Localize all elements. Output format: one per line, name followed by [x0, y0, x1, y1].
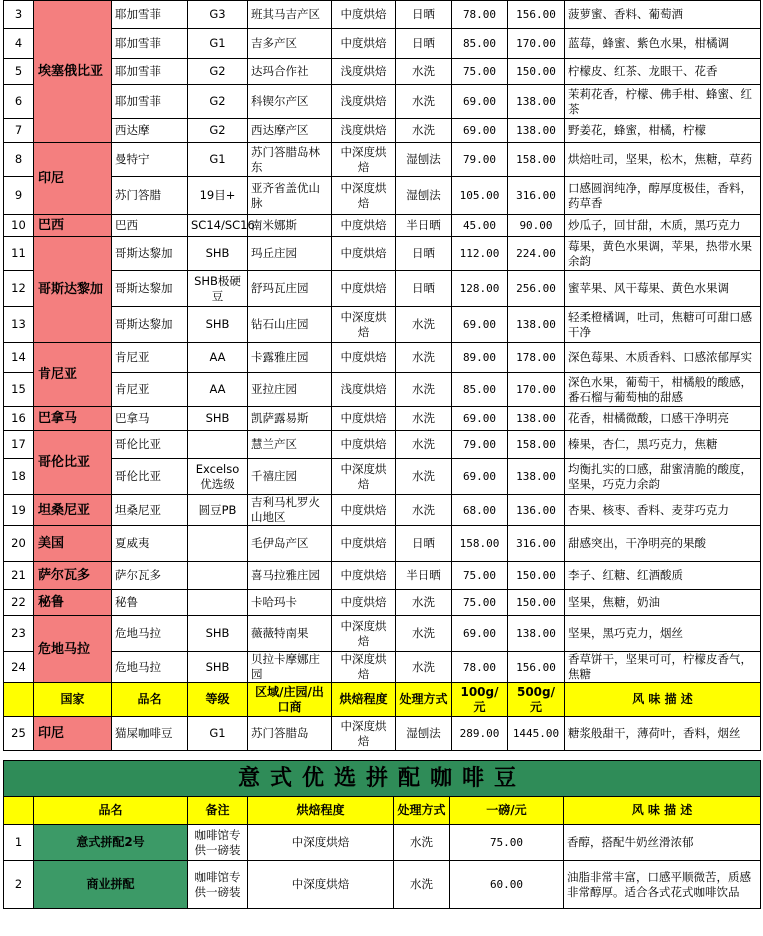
bean-grade: SC14/SC16: [188, 215, 248, 237]
coffee-row: [4, 271, 761, 307]
row-number: 11: [4, 237, 34, 271]
bean-name: 哥斯达黎加: [112, 271, 188, 307]
price-500g: 156.00: [508, 652, 565, 683]
coffee-row: [4, 431, 761, 459]
price-500g: 316.00: [508, 177, 565, 215]
row-number: 23: [4, 616, 34, 652]
roast-level: 中深度烘焙: [332, 459, 396, 495]
bean-region: 千禧庄园: [248, 459, 332, 495]
blend-process: 水洗: [394, 825, 450, 861]
price-500g: 178.00: [508, 343, 565, 373]
price-500g: 138.00: [508, 407, 565, 431]
bean-grade: G1: [188, 29, 248, 59]
price-100g: 85.00: [452, 373, 508, 407]
header-p100: 100g/元: [452, 683, 508, 717]
flavor-notes: 菠萝蜜、香料、葡萄酒: [565, 1, 761, 29]
price-500g: 138.00: [508, 459, 565, 495]
bean-name: 哥斯达黎加: [112, 237, 188, 271]
process-method: 日晒: [396, 1, 452, 29]
price-100g: 75.00: [452, 59, 508, 85]
roast-level: 中度烘焙: [332, 1, 396, 29]
price-500g: 138.00: [508, 307, 565, 343]
process-method: 日晒: [396, 271, 452, 307]
bean-name: 耶加雪菲: [112, 1, 188, 29]
bean-name: 耶加雪菲: [112, 85, 188, 119]
blend-header-no: [4, 797, 34, 825]
coffee-row: [4, 85, 761, 119]
process-method: 水洗: [396, 407, 452, 431]
flavor-notes: 茉莉花香，柠檬、佛手柑、蜂蜜、红茶: [565, 85, 761, 119]
roast-level: 中深度烘焙: [332, 616, 396, 652]
blend-no: 2: [4, 861, 34, 909]
blend-note: 咖啡馆专供一磅装: [188, 861, 248, 909]
country-cell: 埃塞俄比亚: [34, 1, 112, 143]
price-100g: 69.00: [452, 307, 508, 343]
row-number: 17: [4, 431, 34, 459]
flavor-notes: 轻柔橙橘调，吐司，焦糖可可甜口感干净: [565, 307, 761, 343]
bean-name: 危地马拉: [112, 652, 188, 683]
process-method: 湿刨法: [396, 143, 452, 177]
coffee-row: [4, 215, 761, 237]
price-100g: 69.00: [452, 616, 508, 652]
bean-grade: G2: [188, 59, 248, 85]
bean-grade: G2: [188, 119, 248, 143]
process-method: 水洗: [396, 616, 452, 652]
price-500g: 316.00: [508, 526, 565, 562]
coffee-row: [4, 407, 761, 431]
flavor-notes: 野姜花，蜂蜜，柑橘，柠檬: [565, 119, 761, 143]
country-cell: 萨尔瓦多: [34, 562, 112, 590]
bean-name: 危地马拉: [112, 616, 188, 652]
price-500g: 150.00: [508, 59, 565, 85]
price-500g: 150.00: [508, 590, 565, 616]
blend-header-price: 一磅/元: [450, 797, 564, 825]
row-number: 14: [4, 343, 34, 373]
bean-region: 西达摩产区: [248, 119, 332, 143]
price-100g: 158.00: [452, 526, 508, 562]
country-cell: 哥斯达黎加: [34, 237, 112, 343]
price-500g: 158.00: [508, 143, 565, 177]
bean-region: 班其马吉产区: [248, 1, 332, 29]
price-500g: 150.00: [508, 562, 565, 590]
price-100g: 69.00: [452, 407, 508, 431]
price-500g: 136.00: [508, 495, 565, 526]
row-number: 19: [4, 495, 34, 526]
blend-header-flavor: 风 味 描 述: [564, 797, 761, 825]
bean-region: 科锲尔产区: [248, 85, 332, 119]
flavor-notes: 坚果，黑巧克力，烟丝: [565, 616, 761, 652]
process-method: 水洗: [396, 343, 452, 373]
country-cell: 巴西: [34, 215, 112, 237]
bean-grade: AA: [188, 343, 248, 373]
price-100g: 69.00: [452, 119, 508, 143]
roast-level: 中度烘焙: [332, 343, 396, 373]
coffee-row: [4, 526, 761, 562]
row-number: 21: [4, 562, 34, 590]
country-cell: 危地马拉: [34, 616, 112, 683]
country-cell: 印尼: [34, 717, 112, 751]
row-number: 8: [4, 143, 34, 177]
bean-name: 苏门答腊: [112, 177, 188, 215]
bean-region: 卡哈玛卡: [248, 590, 332, 616]
price-500g: 138.00: [508, 616, 565, 652]
process-method: 半日晒: [396, 562, 452, 590]
blend-flavor: 油脂非常丰富，口感平顺微苦，质感非常醇厚。适合各式花式咖啡饮品: [564, 861, 761, 909]
process-method: 水洗: [396, 373, 452, 407]
flavor-notes: 蜜苹果、风干莓果、黄色水果调: [565, 271, 761, 307]
bean-grade: 19目+: [188, 177, 248, 215]
country-cell: 肯尼亚: [34, 343, 112, 407]
row-number: 3: [4, 1, 34, 29]
process-method: 水洗: [396, 431, 452, 459]
bean-grade: SHB: [188, 307, 248, 343]
flavor-notes: 深色水果，葡萄干，柑橘般的酸感，番石榴与葡萄柚的甜感: [565, 373, 761, 407]
coffee-row: [4, 652, 761, 683]
roast-level: 中度烘焙: [332, 237, 396, 271]
price-100g: 75.00: [452, 562, 508, 590]
process-method: 湿刨法: [396, 717, 452, 751]
blend-section-title: 意式优选拼配咖啡豆: [4, 761, 761, 797]
process-method: 日晒: [396, 29, 452, 59]
blend-price: 75.00: [450, 825, 564, 861]
coffee-row: [4, 237, 761, 271]
bean-region: 卡露雅庄园: [248, 343, 332, 373]
process-method: 水洗: [396, 85, 452, 119]
flavor-notes: 甜感突出，干净明亮的果酸: [565, 526, 761, 562]
flavor-notes: 糖浆般甜干，薄荷叶，香料，烟丝: [565, 717, 761, 751]
price-100g: 128.00: [452, 271, 508, 307]
roast-level: 中度烘焙: [332, 271, 396, 307]
blend-table: [3, 760, 761, 909]
row-number: 10: [4, 215, 34, 237]
flavor-notes: 炒瓜子，回甘甜，木质，黑巧克力: [565, 215, 761, 237]
coffee-row: [4, 590, 761, 616]
roast-level: 浅度烘焙: [332, 373, 396, 407]
bean-region: 喜马拉雅庄园: [248, 562, 332, 590]
bean-name: 西达摩: [112, 119, 188, 143]
process-method: 水洗: [396, 652, 452, 683]
special-coffee-row: [4, 717, 761, 751]
roast-level: 中度烘焙: [332, 590, 396, 616]
roast-level: 浅度烘焙: [332, 59, 396, 85]
coffee-row: [4, 459, 761, 495]
header-no: [4, 683, 34, 717]
bean-grade: [188, 590, 248, 616]
roast-level: 中深度烘焙: [332, 717, 396, 751]
blend-note: 咖啡馆专供一磅装: [188, 825, 248, 861]
bean-grade: G1: [188, 143, 248, 177]
price-100g: 79.00: [452, 431, 508, 459]
bean-name: 巴拿马: [112, 407, 188, 431]
coffee-row: [4, 177, 761, 215]
roast-level: 中深度烘焙: [332, 143, 396, 177]
coffee-row: [4, 59, 761, 85]
roast-level: 中度烘焙: [332, 215, 396, 237]
bean-name: 坦桑尼亚: [112, 495, 188, 526]
column-header-row: [4, 683, 761, 717]
country-cell: 印尼: [34, 143, 112, 215]
flavor-notes: 深色莓果、木质香料、口感浓郁厚实: [565, 343, 761, 373]
price-100g: 68.00: [452, 495, 508, 526]
bean-grade: SHB: [188, 652, 248, 683]
row-number: 12: [4, 271, 34, 307]
bean-name: 哥伦比亚: [112, 431, 188, 459]
price-100g: 289.00: [452, 717, 508, 751]
row-number: 25: [4, 717, 34, 751]
price-500g: 1445.00: [508, 717, 565, 751]
process-method: 日晒: [396, 526, 452, 562]
process-method: 湿刨法: [396, 177, 452, 215]
flavor-notes: 香草饼干，坚果可可，柠檬皮香气，焦糖: [565, 652, 761, 683]
price-500g: 170.00: [508, 29, 565, 59]
header-roast: 烘焙程度: [332, 683, 396, 717]
bean-grade: G3: [188, 1, 248, 29]
bean-region: 南米娜斯: [248, 215, 332, 237]
header-grade: 等级: [188, 683, 248, 717]
price-500g: 138.00: [508, 119, 565, 143]
price-500g: 138.00: [508, 85, 565, 119]
bean-grade: SHB: [188, 407, 248, 431]
roast-level: 中度烘焙: [332, 562, 396, 590]
roast-level: 浅度烘焙: [332, 85, 396, 119]
roast-level: 中度烘焙: [332, 407, 396, 431]
roast-level: 中度烘焙: [332, 495, 396, 526]
blend-name: 意式拼配2号: [34, 825, 188, 861]
roast-level: 中度烘焙: [332, 29, 396, 59]
price-100g: 89.00: [452, 343, 508, 373]
price-100g: 112.00: [452, 237, 508, 271]
process-method: 水洗: [396, 459, 452, 495]
header-country: 国家: [34, 683, 112, 717]
flavor-notes: 莓果，黄色水果调，苹果，热带水果余韵: [565, 237, 761, 271]
row-number: 4: [4, 29, 34, 59]
flavor-notes: 蓝莓，蜂蜜、紫色水果，柑橘调: [565, 29, 761, 59]
price-100g: 78.00: [452, 1, 508, 29]
bean-name: 耶加雪菲: [112, 59, 188, 85]
blend-header-note: 备注: [188, 797, 248, 825]
price-100g: 85.00: [452, 29, 508, 59]
bean-name: 哥斯达黎加: [112, 307, 188, 343]
bean-region: 亚齐省盖优山脉: [248, 177, 332, 215]
row-number: 9: [4, 177, 34, 215]
process-method: 水洗: [396, 307, 452, 343]
header-flavor: 风 味 描 述: [565, 683, 761, 717]
roast-level: 浅度烘焙: [332, 119, 396, 143]
flavor-notes: 柠檬皮、红茶、龙眼干、花香: [565, 59, 761, 85]
flavor-notes: 花香，柑橘微酸，口感干净明亮: [565, 407, 761, 431]
row-number: 20: [4, 526, 34, 562]
bean-grade: [188, 562, 248, 590]
bean-region: 凯萨露易斯: [248, 407, 332, 431]
bean-region: 达玛合作社: [248, 59, 332, 85]
bean-name: 夏威夷: [112, 526, 188, 562]
roast-level: 中深度烘焙: [332, 177, 396, 215]
bean-region: 薇薇特南果: [248, 616, 332, 652]
price-100g: 75.00: [452, 590, 508, 616]
bean-grade: Excelso优选级: [188, 459, 248, 495]
coffee-row: [4, 143, 761, 177]
bean-name: 耶加雪菲: [112, 29, 188, 59]
bean-region: 吉多产区: [248, 29, 332, 59]
bean-name: 哥伦比亚: [112, 459, 188, 495]
bean-grade: 圆豆PB: [188, 495, 248, 526]
bean-region: 舒玛瓦庄园: [248, 271, 332, 307]
bean-region: 苏门答腊岛: [248, 717, 332, 751]
bean-region: 苏门答腊岛林东: [248, 143, 332, 177]
row-number: 5: [4, 59, 34, 85]
roast-level: 中深度烘焙: [332, 307, 396, 343]
bean-region: 毛伊岛产区: [248, 526, 332, 562]
header-region: 区域/庄园/出口商: [248, 683, 332, 717]
price-500g: 90.00: [508, 215, 565, 237]
country-cell: 哥伦比亚: [34, 431, 112, 495]
coffee-row: [4, 29, 761, 59]
blend-header-process: 处理方式: [394, 797, 450, 825]
country-cell: 巴拿马: [34, 407, 112, 431]
blend-row: [4, 825, 761, 861]
bean-name: 曼特宁: [112, 143, 188, 177]
coffee-row: [4, 119, 761, 143]
roast-level: 中度烘焙: [332, 526, 396, 562]
flavor-notes: 李子、红糖、红酒酸质: [565, 562, 761, 590]
country-cell: 坦桑尼亚: [34, 495, 112, 526]
price-500g: 156.00: [508, 1, 565, 29]
row-number: 22: [4, 590, 34, 616]
blend-price: 60.00: [450, 861, 564, 909]
bean-name: 秘鲁: [112, 590, 188, 616]
price-500g: 224.00: [508, 237, 565, 271]
flavor-notes: 杏果、核枣、香料、麦芽巧克力: [565, 495, 761, 526]
coffee-row: [4, 616, 761, 652]
blend-roast: 中深度烘焙: [248, 861, 394, 909]
blend-no: 1: [4, 825, 34, 861]
flavor-notes: 坚果，焦糖，奶油: [565, 590, 761, 616]
single-origin-table: [3, 0, 761, 751]
price-100g: 69.00: [452, 85, 508, 119]
row-number: 24: [4, 652, 34, 683]
bean-name: 萨尔瓦多: [112, 562, 188, 590]
process-method: 半日晒: [396, 215, 452, 237]
bean-grade: [188, 431, 248, 459]
price-100g: 69.00: [452, 459, 508, 495]
bean-region: 玛丘庄园: [248, 237, 332, 271]
flavor-notes: 均衡扎实的口感，甜蜜清脆的酸度，坚果，巧克力余韵: [565, 459, 761, 495]
bean-grade: G1: [188, 717, 248, 751]
process-method: 水洗: [396, 119, 452, 143]
bean-grade: [188, 526, 248, 562]
coffee-row: [4, 307, 761, 343]
process-method: 日晒: [396, 237, 452, 271]
process-method: 水洗: [396, 59, 452, 85]
bean-grade: SHB: [188, 237, 248, 271]
blend-header-name: 品名: [34, 797, 188, 825]
blend-flavor: 香醇，搭配牛奶丝滑浓郁: [564, 825, 761, 861]
price-100g: 79.00: [452, 143, 508, 177]
price-100g: 45.00: [452, 215, 508, 237]
blend-process: 水洗: [394, 861, 450, 909]
header-process: 处理方式: [396, 683, 452, 717]
coffee-row: [4, 1, 761, 29]
header-p500: 500g/元: [508, 683, 565, 717]
price-500g: 158.00: [508, 431, 565, 459]
bean-name: 肯尼亚: [112, 373, 188, 407]
price-100g: 78.00: [452, 652, 508, 683]
bean-grade: G2: [188, 85, 248, 119]
price-100g: 105.00: [452, 177, 508, 215]
bean-region: 吉利马札罗火山地区: [248, 495, 332, 526]
country-cell: 美国: [34, 526, 112, 562]
coffee-row: [4, 495, 761, 526]
row-number: 18: [4, 459, 34, 495]
bean-name: 肯尼亚: [112, 343, 188, 373]
row-number: 7: [4, 119, 34, 143]
coffee-row: [4, 562, 761, 590]
flavor-notes: 榛果，杏仁，黑巧克力，焦糖: [565, 431, 761, 459]
roast-level: 中度烘焙: [332, 431, 396, 459]
country-cell: 秘鲁: [34, 590, 112, 616]
header-name: 品名: [112, 683, 188, 717]
flavor-notes: 烘焙吐司，坚果，松木，焦糖，草药: [565, 143, 761, 177]
bean-grade: SHB: [188, 616, 248, 652]
row-number: 6: [4, 85, 34, 119]
row-number: 13: [4, 307, 34, 343]
bean-region: 贝拉卡摩娜庄园: [248, 652, 332, 683]
bean-grade: AA: [188, 373, 248, 407]
row-number: 15: [4, 373, 34, 407]
bean-region: 亚拉庄园: [248, 373, 332, 407]
process-method: 水洗: [396, 590, 452, 616]
bean-region: 慧兰产区: [248, 431, 332, 459]
flavor-notes: 口感圆润纯净，醇厚度极佳，香料，药草香: [565, 177, 761, 215]
bean-region: 钻石山庄园: [248, 307, 332, 343]
price-500g: 170.00: [508, 373, 565, 407]
blend-header-roast: 烘焙程度: [248, 797, 394, 825]
row-number: 16: [4, 407, 34, 431]
bean-name: 猫屎咖啡豆: [112, 717, 188, 751]
coffee-row: [4, 343, 761, 373]
bean-grade: SHB极硬豆: [188, 271, 248, 307]
blend-roast: 中深度烘焙: [248, 825, 394, 861]
bean-name: 巴西: [112, 215, 188, 237]
price-500g: 256.00: [508, 271, 565, 307]
roast-level: 中深度烘焙: [332, 652, 396, 683]
blend-name: 商业拼配: [34, 861, 188, 909]
process-method: 水洗: [396, 495, 452, 526]
blend-row: [4, 861, 761, 909]
coffee-row: [4, 373, 761, 407]
